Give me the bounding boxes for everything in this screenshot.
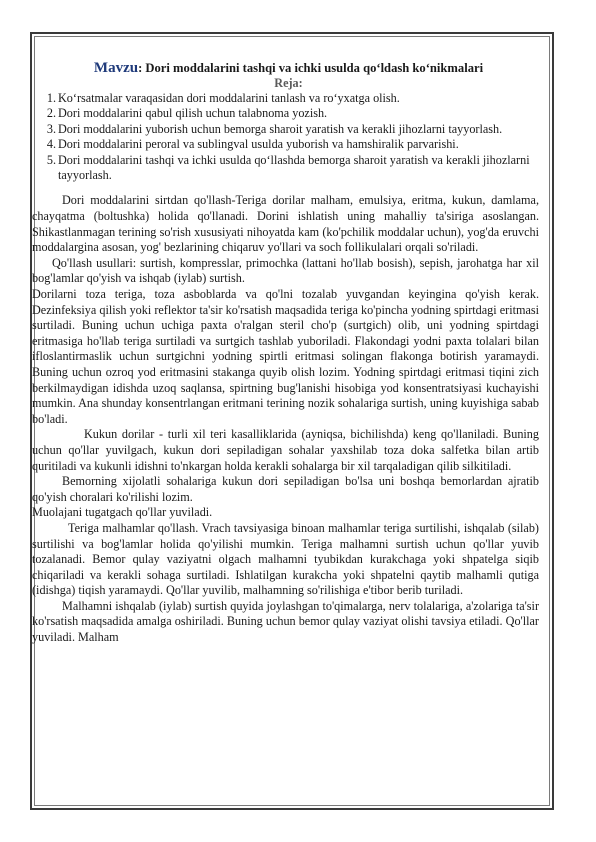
body-paragraph: Teriga malhamlar qo'llash. Vrach tavsiyasiga binoan malhamlar teriga surtilishi, ishqalab (silab) surtilishi va bog'lamlar holida qo'yilishi mumkin. Teriga malhamni surtish uchun qo'llar yuvib tozalanadi. Bemor qulay vaziyatni olgach malhamni tyubikdan kurakchaga yoki shpatelga siqib chiqariladi va kerakli sohaga surtiladi. Ishlatilgan kurakcha yoki shpatelni qaytib malhamli qutiga (idishga) tiqish yaramaydi. Qo'llar yuvilib, malhamning so'rilishiga e'tibor berib turiladi.	[32, 520, 539, 598]
body-paragraph: Dori moddalarini sirtdan qo'llash-Teriga dorilar malham, emulsiya, eritma, kukun, damlama, chayqatma (boltushka) holida qo'llanadi. Dorini ishlatish uning mahalliy ta'siriga asoslangan. Shikastlanmagan terining so'rish xususiyati nihoyatda kam (ko'pchilik moddalar uchun), yog'da eruvchi moddalargina asosan, yog' bezlarining chiqaruv yo'llari va soch follikulalari orqali so'riladi.	[32, 193, 539, 255]
plan-item-text: Dori moddalarini tashqi va ichki usulda qo‘llashda bemorga sharoit yaratish va kerakli jihozlarni tayyorlash.	[58, 152, 530, 183]
plan-item-text: Dori moddalarini qabul qilish uchun talabnoma yozish.	[58, 106, 328, 121]
plan-heading: Reja:	[274, 76, 303, 90]
plan-item-number: 4.	[46, 137, 56, 152]
plan-list	[30, 91, 547, 183]
body-paragraph: Bemorning xijolatli sohalariga kukun dori sepiladigan bo'lsa uni boshqa bemorlardan ajratib qo'yish choralari ko'rilishi lozim.	[32, 474, 539, 504]
plan-item	[30, 137, 547, 152]
body-paragraph: Qo'llash usullari: surtish, kompresslar, primochka (lattani ho'llab bosish), sepish, jarohatga har xil bog'lamlar qo'yish va ishqab (iylab) surtish.	[32, 255, 539, 286]
topic-prefix: Mavzu	[93, 60, 139, 76]
plan-item	[30, 153, 547, 184]
body-paragraph: Dorilarni toza teriga, toza asboblarda va qo'lni tozalab yuvgandan keyingina qo'yish kerak. Dezinfeksiya qilish yoki reflektor ta'sir ko'rsatish maqsadida teriga ko'pincha yodning spirtdagi eritmasi surtiladi. Buning uchun uchiga paxta o'ralgan steril cho'p (surtgich) olib, uni yodning spirtdagi eritmasiga ho'llab teriga surtiladi va surtgich tashlab yuboriladi. Flakondagi yodni paxta tolalari bilan ifloslantirmaslik uchun surtgichni yodning spirtli eritmasi solingan flakonga botirish yaramaydi. Buning uchun ozroq yod eritmasini stakanga quyib olish lozim. Yodning spirtdagi eritmasi tiqini zich berkilmaydigan idishda uzoq saqlansa, spirtning bug'lanishi hisobiga yod konsentratsiyasi kuchayishi mumkin. Ana shunday konsentrlangan eritmani terining nozik sohalariga surtish, uning kuyishiga sabab bo'ladi.	[32, 287, 539, 426]
plan-item-number: 3.	[46, 121, 56, 136]
body-paragraph: Malhamni ishqalab (iylab) surtish quyida joylashgan to'qimalarga, nerv tolalariga, a'zolariga ta'sir ko'rsatish maqsadida amalga oshiriladi. Buning uchun bemor qulay vaziyat olishi tavsiya etiladi. Qo'llar yuviladi. Malham	[32, 598, 539, 645]
paragraphs	[30, 193, 547, 645]
plan-item-number: 1.	[46, 91, 56, 105]
plan-item-number: 5.	[46, 152, 56, 167]
plan-item	[30, 106, 547, 121]
plan-item-number: 2.	[46, 106, 56, 121]
plan-item-text: Dori moddalarini yuborish uchun bemorga sharoit yaratish va kerakli jihozlarni tayyorlash.	[58, 121, 503, 136]
document-body	[30, 60, 547, 646]
topic-heading	[30, 60, 547, 76]
plan-item	[30, 91, 547, 106]
body-paragraph: Kukun dorilar - turli xil teri kasalliklarida (ayniqsa, bichilishda) keng qo'llaniladi. Buning uchun qo'llar yuvilgach, kukun dori sepiladigan sohalar yaxshilab toza doka salfetka bilan artib quritiladi va kukunli idishni to'nkargan holda kerakli sohalarga bir xil tarqaladigan qilib silkitiladi.	[32, 427, 539, 473]
topic-title: : Dori moddalarini tashqi va ichki usulda qo‘ldash ko‘nikmalari	[138, 61, 484, 75]
plan-item-text: Ko‘rsatmalar varaqasidan dori moddalarini tanlash va ro‘yxatga olish.	[58, 91, 400, 105]
plan-item	[30, 122, 547, 137]
body-paragraph: Muolajani tugatgach qo'llar yuviladi.	[32, 505, 213, 520]
plan-item-text: Dori moddalarini peroral va sublingval usulda yuborish va hamshiralik parvarishi.	[58, 137, 459, 152]
